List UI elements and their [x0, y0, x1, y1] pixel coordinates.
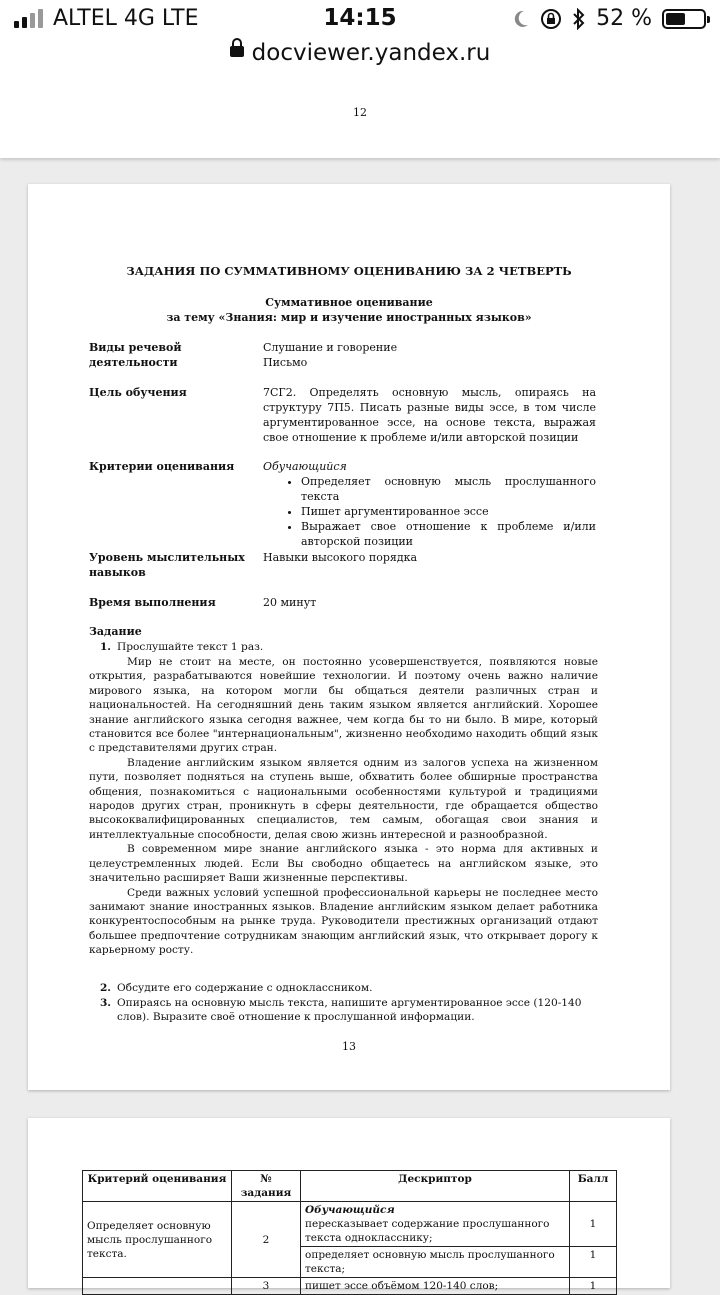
address-bar[interactable] — [0, 40, 720, 77]
paragraph: Среди важных условий успешной профессиональной карьеры не последнее место занимают знание иностранных языков. Владение английским языком делает работника конкурентоспособным на рынке труда. Руководители престижных организаций отдают большее предпочтение сотрудникам знающим английский язык, что открывает дорогу к карьерному росту. — [89, 886, 598, 957]
step-number: 1. — [99, 641, 111, 653]
status-bar — [0, 0, 720, 40]
task-number-cell: 3 — [232, 1278, 301, 1295]
descriptor-cell: определяет основную мысль прослушанного текста; — [301, 1247, 570, 1278]
page-number-prev: 12 — [353, 106, 367, 119]
level-label: Уровень мыслительных навыков — [89, 551, 245, 579]
url-text[interactable]: docviewer.yandex.ru — [251, 40, 491, 66]
score-cell: 1 — [570, 1202, 617, 1247]
carrier-label: ALTEL 4G LTE — [53, 6, 199, 31]
task-number-cell: 2 — [232, 1202, 301, 1278]
speech-label: Виды речевой деятельности — [89, 341, 182, 369]
goal-value: 7СГ2. Определять основную мысль, опираясь на структуру 7П5. Писать разные виды эссе, в том числе аргументированное эссе, на основе текста, выражая свое отношение к проблеме и/или авторской позиции — [263, 386, 596, 444]
speech-value — [263, 340, 596, 370]
battery-percent: 52 % — [596, 6, 652, 31]
criterion-cell: Определяет основную мысль прослушанного текста. — [83, 1202, 232, 1278]
step-text: Обсудите его содержание с одноклассником. — [117, 982, 373, 994]
subtitle: Суммативное оценивание — [265, 296, 433, 309]
goal-label: Цель обучения — [89, 386, 187, 399]
criteria-item: • Выражает свое отношение к проблеме и/или авторской позиции — [301, 519, 596, 549]
moon-icon — [512, 9, 530, 29]
document-page — [28, 184, 670, 1090]
task-step-3 — [89, 996, 598, 1025]
criterion-cell — [83, 1278, 232, 1295]
score-cell: 1 — [570, 1278, 617, 1295]
column-header: № задания — [232, 1171, 301, 1202]
criteria-intro: Обучающийся — [263, 460, 347, 473]
page-number: 13 — [342, 1040, 356, 1053]
column-header: Балл — [570, 1171, 617, 1202]
criteria-table — [82, 1170, 617, 1295]
lock-icon — [230, 46, 244, 57]
clock: 14:15 — [323, 5, 397, 31]
task-heading: Задание — [89, 625, 142, 638]
subtitle-topic: за тему «Знания: мир и изучение иностранных языков» — [166, 311, 532, 324]
criteria-value — [263, 459, 596, 549]
listening-text — [89, 655, 598, 958]
speech-value-1: Слушание и говорение — [263, 341, 398, 354]
descriptor-intro: Обучающийся — [305, 1204, 395, 1216]
criteria-list — [263, 474, 596, 549]
step-number: 3. — [99, 997, 111, 1009]
criteria-item: • Определяет основную мысль прослушанного текста — [301, 474, 596, 504]
paragraph: Мир не стоит на месте, он постоянно усовершенствуется, появляются новые открытия, разрабатываются новейшие технологии. И поэтому очень важно наличие мирового языка, на котором могли бы общаться деятели различных стран и национальностей. На сегодняшний день таким языком является английский. Хорошее знание английского языка сегодня важнее, чем когда бы то ни было. В мире, который становится все более "интернациональным", жизненно необходимо находить общий язык с представителями других стран. — [89, 656, 598, 755]
score-cell: 1 — [570, 1247, 617, 1278]
table-header-row — [83, 1171, 617, 1202]
table-row — [83, 1202, 617, 1247]
column-header: Критерий оценивания — [83, 1171, 232, 1202]
bluetooth-icon — [572, 8, 586, 30]
task-step-2 — [89, 981, 598, 995]
descriptor-cell — [301, 1202, 570, 1247]
time-value: 20 минут — [263, 596, 317, 609]
status-right — [512, 6, 706, 31]
table-row — [83, 1278, 617, 1295]
time-label: Время выполнения — [89, 596, 216, 609]
descriptor-cell: пишет эссе объёмом 120-140 слов; — [301, 1278, 570, 1295]
column-header: Дескриптор — [301, 1171, 570, 1202]
criteria-label: Критерии оценивания — [89, 460, 235, 473]
page-title: ЗАДАНИЯ ПО СУММАТИВНОМУ ОЦЕНИВАНИЮ ЗА 2 ЧЕТВЕРТЬ — [126, 264, 572, 278]
speech-value-2: Письмо — [263, 356, 308, 369]
step-text: Опираясь на основную мысль текста, напишите аргументированное эссе (120-140 слов). Выразите своё отношение к прослушанной информации. — [117, 997, 582, 1024]
step-text: Прослушайте текст 1 раз. — [117, 641, 264, 653]
level-value: Навыки высокого порядка — [263, 551, 418, 564]
paragraph: В современном мире знание английского языка - это норма для активных и целеустремленных людей. Если Вы свободно общаетесь на английском языке, это значительно расширяет Ваши жизненные перспективы. — [89, 843, 598, 885]
criteria-item: • Пишет аргументированное эссе — [301, 504, 596, 519]
previous-page — [0, 76, 720, 158]
task-step-1 — [89, 640, 598, 654]
rotation-lock-icon — [540, 8, 562, 30]
battery-icon — [662, 9, 706, 29]
step-number: 2. — [99, 982, 111, 994]
paragraph: Владение английским языком является одним из залогов успеха на жизненном пути, позволяет подняться на ступень выше, обхватить более обширные пространства общения, познакомиться с национальными особенностями культурой и традициями народов других стран, проникнуть в сферы деятельности, где обращается общество высококвалифицированных специалистов, тем самым, обогащая свои знания и интеллектуальные способности, делая свою жизнь интересной и разнообразной. — [89, 756, 598, 841]
descriptor-text: пересказывает содержание прослушанного текста однокласснику; — [305, 1218, 550, 1244]
next-page — [28, 1118, 670, 1292]
